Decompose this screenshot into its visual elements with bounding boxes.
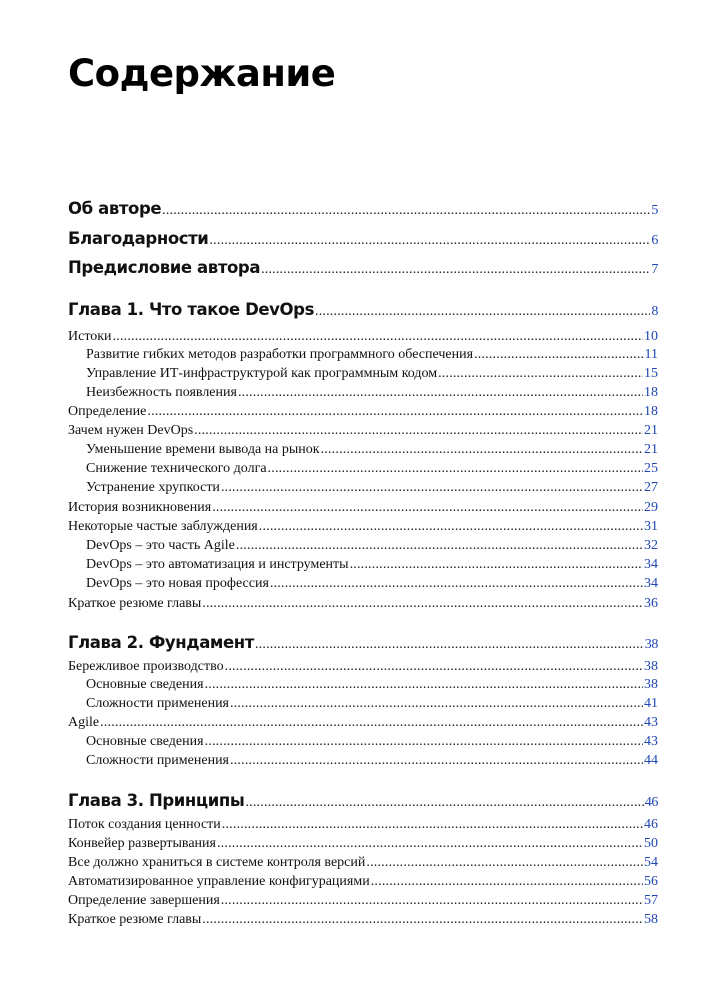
toc-chapter-entry	[68, 260, 658, 277]
dot-leader	[238, 386, 643, 400]
toc-entry-title: Глава 3. Принципы	[68, 791, 245, 810]
toc-chapter-entry	[68, 231, 658, 248]
toc-page-number[interactable]: 38	[644, 677, 658, 692]
toc-subsection-entry	[86, 386, 658, 400]
toc-page-number[interactable]: 34	[644, 576, 658, 591]
toc-page-number[interactable]: 43	[644, 715, 658, 730]
toc-section-entry	[68, 597, 658, 611]
toc-entry-title: Поток создания ценности	[68, 817, 221, 832]
toc-entry-title: DevOps – это часть Agile	[86, 538, 235, 553]
toc-page-number[interactable]: 25	[644, 461, 658, 476]
toc-section-entry	[68, 894, 658, 908]
dot-leader	[315, 305, 650, 319]
toc-entry-title: Определение завершения	[68, 893, 220, 908]
toc-chapter-entry	[68, 635, 658, 652]
dot-leader	[350, 558, 643, 572]
toc-entry-title: Устранение хрупкости	[86, 480, 220, 495]
toc-entry-title: Зачем нужен DevOps	[68, 423, 194, 438]
toc-entry-title: Глава 2. Фундамент	[68, 633, 254, 652]
dot-leader	[474, 348, 643, 362]
toc-section-entry	[68, 330, 658, 344]
toc-page-number[interactable]: 6	[651, 233, 658, 248]
toc-page-number[interactable]: 27	[644, 480, 658, 495]
toc-subsection-entry	[86, 678, 658, 692]
toc-subsection-entry	[86, 735, 658, 749]
dot-leader	[202, 597, 643, 611]
toc-subsection-entry	[86, 367, 658, 381]
toc-page-number[interactable]: 21	[644, 423, 658, 438]
toc-page-number[interactable]: 46	[644, 817, 658, 832]
toc-page-number[interactable]: 18	[644, 404, 658, 419]
dot-leader	[217, 837, 643, 851]
dot-leader	[205, 678, 643, 692]
toc-page-number[interactable]: 29	[644, 500, 658, 515]
toc-page-number[interactable]: 36	[644, 596, 658, 611]
toc-page-number[interactable]: 57	[644, 893, 658, 908]
dot-leader	[221, 481, 643, 495]
toc-section-entry	[68, 405, 658, 419]
toc-entry-title: Определение	[68, 404, 147, 419]
toc-entry-title: Некоторые частые заблуждения	[68, 519, 258, 534]
toc-subsection-entry	[86, 577, 658, 591]
toc-section-entry	[68, 856, 658, 870]
toc-entry-title: Снижение технического долга	[86, 461, 267, 476]
toc-page-number[interactable]: 21	[644, 442, 658, 457]
toc-entry-title: Уменьшение времени вывода на рынок	[86, 442, 320, 457]
toc-page-number[interactable]: 41	[644, 696, 658, 711]
toc-entry-title: Благодарности	[68, 229, 209, 248]
toc-entry-title: Основные сведения	[86, 677, 204, 692]
toc-entry-title: Agile	[68, 715, 100, 730]
dot-leader	[100, 716, 643, 730]
toc-page-number[interactable]: 7	[651, 262, 658, 277]
toc-entry-title: Автоматизированное управление конфигурациями	[68, 874, 370, 889]
dot-leader	[209, 234, 650, 248]
dot-leader	[366, 856, 643, 870]
dot-leader	[230, 754, 643, 768]
toc-page-number[interactable]: 31	[644, 519, 658, 534]
dot-leader	[225, 660, 643, 674]
toc-entry-title: Глава 1. Что такое DevOps	[68, 300, 314, 319]
toc-subsection-entry	[86, 443, 658, 457]
dot-leader	[245, 796, 643, 810]
toc-page-number[interactable]: 15	[644, 366, 658, 381]
toc-page-number[interactable]: 50	[644, 836, 658, 851]
toc-entry-title: Краткое резюме главы	[68, 596, 202, 611]
toc-page-number[interactable]: 34	[644, 557, 658, 572]
dot-leader	[236, 539, 643, 553]
toc-page-number[interactable]: 54	[644, 855, 658, 870]
dot-leader	[113, 330, 643, 344]
toc-entry-title: Сложности применения	[86, 696, 230, 711]
toc-entry-title: Бережливое производство	[68, 659, 224, 674]
toc-page-number[interactable]: 56	[644, 874, 658, 889]
dot-leader	[212, 501, 643, 515]
toc-section-entry	[68, 875, 658, 889]
toc-entry-title: Сложности применения	[86, 753, 230, 768]
toc-entry-title: Все должно храниться в системе контроля версий	[68, 855, 366, 870]
toc-page-number[interactable]: 43	[644, 734, 658, 749]
toc-page-number[interactable]: 44	[644, 753, 658, 768]
toc-entry-title: Неизбежность появления	[86, 385, 237, 400]
toc-subsection-entry	[86, 697, 658, 711]
dot-leader	[438, 367, 643, 381]
toc-page-number[interactable]: 8	[651, 304, 658, 319]
dot-leader	[147, 405, 643, 419]
toc-subsection-entry	[86, 539, 658, 553]
page-title: Содержание	[68, 52, 336, 95]
toc-subsection-entry	[86, 558, 658, 572]
toc-page-number[interactable]: 32	[644, 538, 658, 553]
toc-page-number[interactable]: 5	[651, 203, 658, 218]
dot-leader	[230, 697, 643, 711]
dot-leader	[162, 204, 650, 218]
dot-leader	[261, 263, 650, 277]
toc-entry-title: Предисловие автора	[68, 258, 261, 277]
toc-page-number[interactable]: 58	[644, 912, 658, 927]
dot-leader	[202, 913, 643, 927]
toc-section-entry	[68, 716, 658, 730]
toc-chapter-entry	[68, 302, 658, 319]
dot-leader	[194, 424, 643, 438]
toc-section-entry	[68, 520, 658, 534]
toc-entry-title: Краткое резюме главы	[68, 912, 202, 927]
dot-leader	[371, 875, 643, 889]
dot-leader	[321, 443, 643, 457]
toc-section-entry	[68, 818, 658, 832]
toc-entry-title: Об авторе	[68, 199, 162, 218]
toc-subsection-entry	[86, 348, 658, 362]
toc-page-number[interactable]: 38	[644, 659, 658, 674]
toc-entry-title: DevOps – это новая профессия	[86, 576, 269, 591]
toc-entry-title: Истоки	[68, 329, 112, 344]
toc-section-entry	[68, 837, 658, 851]
toc-page-number[interactable]: 18	[644, 385, 658, 400]
dot-leader	[270, 577, 643, 591]
dot-leader	[268, 462, 643, 476]
toc-section-entry	[68, 660, 658, 674]
toc-section-entry	[68, 424, 658, 438]
toc-entry-title: Конвейер развертывания	[68, 836, 216, 851]
toc-page-number[interactable]: 46	[644, 795, 658, 810]
toc-section-entry	[68, 913, 658, 927]
toc-entry-title: Управление ИТ-инфраструктурой как программным кодом	[86, 366, 438, 381]
toc-page-number[interactable]: 10	[644, 329, 658, 344]
toc-entry-title: Развитие гибких методов разработки программного обеспечения	[86, 347, 474, 362]
toc-entry-title: DevOps – это автоматизация и инструменты	[86, 557, 349, 572]
toc-subsection-entry	[86, 754, 658, 768]
toc-page-number[interactable]: 38	[644, 637, 658, 652]
dot-leader	[221, 894, 643, 908]
toc-subsection-entry	[86, 481, 658, 495]
toc-section-entry	[68, 501, 658, 515]
dot-leader	[205, 735, 643, 749]
dot-leader	[222, 818, 643, 832]
toc-subsection-entry	[86, 462, 658, 476]
toc-chapter-entry	[68, 201, 658, 218]
toc-chapter-entry	[68, 793, 658, 810]
toc-entry-title: История возникновения	[68, 500, 212, 515]
toc-entry-title: Основные сведения	[86, 734, 204, 749]
dot-leader	[255, 638, 644, 652]
dot-leader	[259, 520, 643, 534]
toc-page-number[interactable]: 11	[644, 347, 658, 362]
